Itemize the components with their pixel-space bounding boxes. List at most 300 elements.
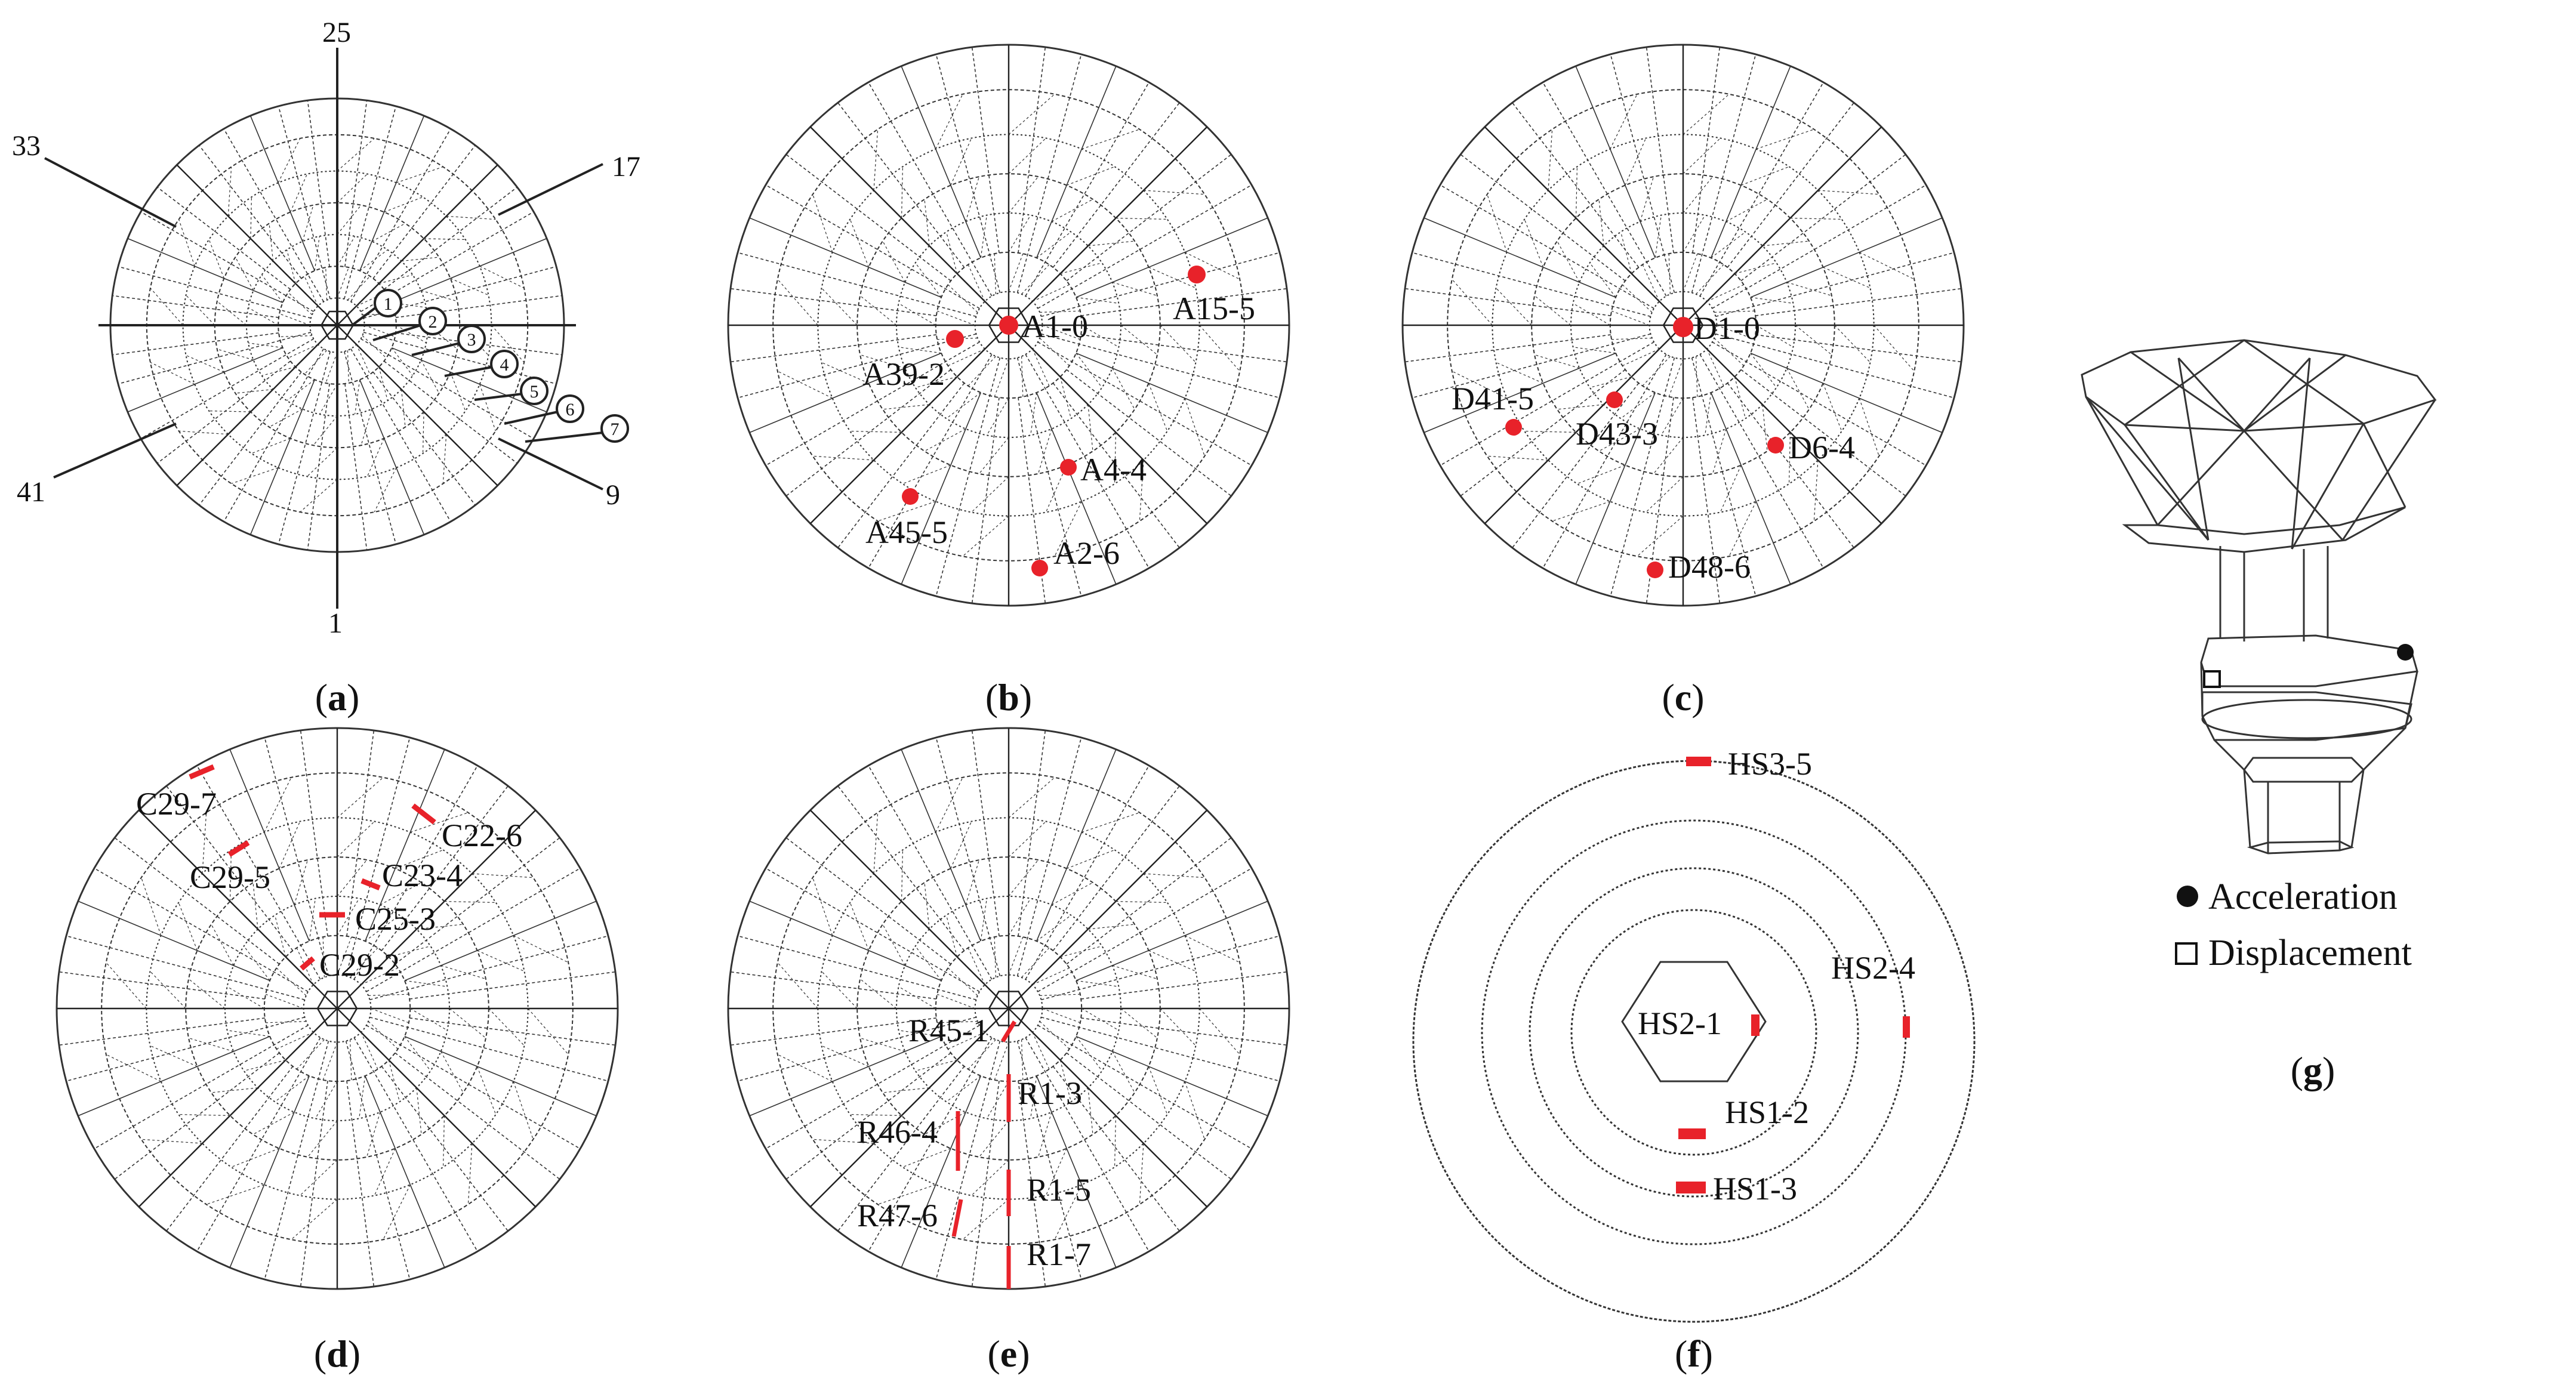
dome-diagonal-brace: [186, 295, 215, 325]
member-C29-5: [229, 843, 248, 855]
dome-diagonal-brace: [1200, 325, 1240, 371]
dome-diagonal-brace: [315, 1081, 337, 1118]
base-right: [2352, 770, 2364, 847]
dome-diagonal-brace: [1113, 368, 1135, 409]
dome-radial-member: [1405, 289, 1611, 316]
dome-diagonal-brace: [290, 174, 307, 212]
dome-diagonal-brace: [189, 979, 225, 1008]
dome-diagonal-brace: [813, 456, 874, 460]
callout-number-4: 4: [500, 355, 509, 375]
base-bottom: [2250, 841, 2352, 853]
dome-diagonal-brace: [1705, 393, 1711, 435]
caption-d: (d): [313, 1333, 361, 1375]
dome-main-rib: [1009, 325, 1207, 523]
dome-diagonal-brace: [987, 1081, 1009, 1118]
dome-diagonal-brace: [981, 899, 987, 941]
dome-diagonal-brace: [300, 479, 337, 512]
dome-diagonal-brace: [269, 223, 273, 261]
dome-diagonal-brace: [1835, 325, 1871, 362]
dome-diagonal-brace: [1009, 822, 1046, 858]
dome-radial-member: [972, 1081, 999, 1287]
dome-diagonal-brace: [925, 199, 929, 246]
dome-diagonal-brace: [1713, 429, 1726, 474]
dome-diagonal-brace: [994, 937, 996, 977]
member-label-C29-2: C29-2: [319, 947, 400, 983]
dome-radial-member: [1727, 103, 1854, 267]
dome-diagonal-brace: [264, 778, 291, 832]
dome-diagonal-brace: [1033, 1032, 1049, 1069]
callout-number-6: 6: [565, 400, 575, 420]
dome-diagonal-brace: [972, 477, 1009, 513]
dome-diagonal-brace: [444, 902, 495, 903]
dome-main-rib: [1485, 127, 1683, 325]
dome-diagonal-brace: [513, 1081, 533, 1139]
dome-diagonal-brace: [822, 1045, 869, 1066]
axis-number-25: 25: [322, 17, 351, 48]
dome-diagonal-brace: [1088, 405, 1093, 451]
member-label-R1-5: R1-5: [1027, 1172, 1091, 1208]
dome-diagonal-brace: [1113, 1051, 1135, 1093]
dome-main-rib: [337, 1008, 535, 1207]
dome-diagonal-brace: [1683, 138, 1720, 174]
dome-radial-member: [731, 1018, 936, 1045]
dome-diagonal-brace: [860, 295, 896, 325]
dome-diagonal-brace: [1115, 1115, 1116, 1167]
dome-diagonal-brace: [401, 389, 405, 427]
dome-main-rib: [139, 810, 337, 1008]
dome-diagonal-brace: [813, 195, 833, 252]
dome-radial-member: [1712, 185, 1926, 309]
dome-diagonal-brace: [423, 412, 424, 454]
dome-diagonal-brace: [106, 963, 147, 1008]
dome-diagonal-brace: [1622, 349, 1659, 366]
dome-diagonal-brace: [1524, 431, 1576, 433]
dome-diagonal-brace: [822, 288, 858, 325]
point-label-A39-2: A39-2: [862, 356, 945, 392]
dome-diagonal-brace: [1088, 241, 1135, 246]
dome-diagonal-brace: [383, 1185, 410, 1239]
dome-radial-member: [141, 212, 314, 311]
dome-diagonal-brace: [1683, 215, 1705, 252]
dome-diagonal-brace: [1818, 190, 1879, 195]
dome-diagonal-brace: [883, 241, 905, 282]
caption-c: (c): [1662, 676, 1705, 718]
dome-diagonal-brace: [987, 398, 1009, 435]
dome-diagonal-brace: [963, 1199, 1009, 1240]
dome-radial-member: [868, 82, 992, 296]
dome-diagonal-brace: [211, 924, 233, 966]
dome-diagonal-brace: [1548, 129, 1552, 190]
dome-diagonal-brace: [1576, 166, 1577, 218]
axis-number-17: 17: [612, 151, 640, 183]
dome-radial-member: [1647, 47, 1674, 253]
dome-diagonal-brace: [374, 1148, 395, 1195]
dome-diagonal-brace: [396, 167, 443, 183]
dome-diagonal-brace: [178, 1115, 230, 1116]
dome-diagonal-brace: [441, 1051, 463, 1093]
dome-diagonal-brace: [359, 1076, 365, 1118]
dome-diagonal-brace: [1081, 129, 1139, 149]
callout-number-2: 2: [428, 312, 437, 332]
dome-diagonal-brace: [248, 343, 283, 348]
dome-radial-member: [345, 100, 367, 267]
dome-diagonal-brace: [948, 349, 985, 366]
dome-diagonal-brace: [1655, 215, 1661, 258]
dome-main-rib: [811, 810, 1009, 1008]
dome-diagonal-brace: [326, 353, 337, 383]
dome-diagonal-brace: [489, 1008, 525, 1045]
dome-diagonal-brace: [253, 1112, 294, 1134]
dome-diagonal-brace: [1052, 199, 1093, 221]
dome-diagonal-brace: [994, 359, 1009, 396]
dome-diagonal-brace: [1643, 264, 1659, 301]
point-marker-D41-5: [1505, 419, 1522, 436]
dome-diagonal-brace: [979, 437, 1009, 474]
dome-radial-member: [1543, 82, 1666, 296]
dome-diagonal-brace: [355, 380, 360, 414]
panel-b: [728, 45, 1289, 718]
dome-radial-member: [115, 838, 279, 964]
legend-displacement-symbol: [2176, 943, 2196, 964]
dome-diagonal-brace: [337, 205, 361, 235]
dome-diagonal-brace: [936, 94, 963, 149]
dome-diagonal-brace: [251, 197, 252, 239]
dome-diagonal-brace: [1756, 129, 1814, 149]
dome-diagonal-brace: [227, 986, 264, 1008]
point-label-D43-3: D43-3: [1576, 416, 1658, 452]
dome-diagonal-brace: [1573, 303, 1610, 325]
dome-diagonal-brace: [315, 236, 319, 271]
dome-diagonal-brace: [968, 948, 985, 985]
roof-edge-left: [2086, 397, 2158, 525]
dome-diagonal-brace: [1040, 994, 1080, 995]
dome-radial-member: [115, 1053, 279, 1179]
dome-radial-member: [141, 339, 314, 439]
member-C23-4: [362, 881, 380, 888]
dome-diagonal-brace: [1823, 267, 1870, 288]
dome-diagonal-brace: [1139, 1143, 1144, 1204]
point-label-A4-4: A4-4: [1080, 452, 1147, 488]
callout-number-1: 1: [383, 294, 393, 314]
dome-diagonal-brace: [368, 994, 409, 995]
dome-radial-member: [167, 1066, 293, 1231]
point-label-A1-0: A1-0: [1022, 309, 1088, 344]
dome-radial-member: [1038, 868, 1252, 992]
dome-diagonal-brace: [1022, 356, 1023, 397]
dome-diagonal-brace: [347, 350, 349, 383]
dome-diagonal-brace: [994, 1042, 1009, 1080]
member-label-R47-6: R47-6: [857, 1198, 938, 1233]
dome-diagonal-brace: [468, 1143, 472, 1204]
dome-diagonal-brace: [141, 878, 161, 936]
dome-diagonal-brace: [966, 177, 979, 221]
dome-diagonal-brace: [778, 963, 818, 1008]
dome-radial-member: [1067, 1053, 1231, 1179]
dome-diagonal-brace: [227, 1031, 270, 1037]
dome-diagonal-brace: [1762, 241, 1809, 246]
dome-diagonal-brace: [421, 360, 439, 393]
dome-diagonal-brace: [294, 860, 307, 905]
dome-radial-member: [1067, 838, 1231, 964]
dome-radial-member: [972, 730, 999, 936]
legend-acceleration-symbol: [2177, 886, 2198, 907]
point-marker-A4-4: [1060, 459, 1077, 476]
dome-main-rib: [1683, 325, 1881, 523]
dome-radial-member: [1018, 47, 1045, 253]
dome-radial-member: [731, 972, 936, 999]
member-label-HS2-4: HS2-4: [1831, 950, 1916, 986]
point-marker-D43-3: [1606, 391, 1623, 408]
dome-diagonal-brace: [1144, 874, 1204, 878]
drum-ring: [2202, 700, 2411, 738]
dome-diagonal-brace: [860, 979, 896, 1008]
point-label-D1-0: D1-0: [1694, 310, 1760, 346]
caption-e: (e): [987, 1333, 1030, 1375]
dome-diagonal-brace: [1116, 902, 1167, 903]
dome-diagonal-brace: [1720, 465, 1741, 512]
dome-diagonal-brace: [1088, 924, 1135, 929]
dome-diagonal-brace: [1683, 254, 1697, 291]
dome-diagonal-brace: [883, 1088, 929, 1093]
dome-diagonal-brace: [874, 129, 878, 190]
dome-diagonal-brace: [248, 307, 278, 325]
dome-diagonal-brace: [1009, 94, 1055, 135]
dome-diagonal-brace: [925, 429, 966, 451]
dome-diagonal-brace: [326, 267, 327, 300]
dome-diagonal-brace: [1009, 177, 1039, 213]
dome-radial-member: [766, 185, 979, 309]
dome-radial-member: [347, 1081, 374, 1287]
dome-diagonal-brace: [968, 264, 985, 301]
dome-radial-member: [112, 295, 279, 317]
dome-radial-member: [224, 348, 323, 522]
dome-radial-member: [1053, 786, 1179, 951]
axis-line-41: [54, 424, 176, 477]
dome-diagonal-brace: [372, 223, 405, 241]
dome-diagonal-brace: [981, 215, 987, 258]
member-label-R1-7: R1-7: [1027, 1236, 1091, 1272]
legend-displacement-label: Displacement: [2208, 933, 2412, 973]
dome-diagonal-brace: [1661, 398, 1683, 435]
dome-diagonal-brace: [337, 138, 374, 171]
dome-main-rib: [139, 1008, 337, 1207]
point-marker-A15-5: [1188, 266, 1206, 283]
point-label-A15-5: A15-5: [1173, 291, 1255, 326]
member-label-HS2-1: HS2-1: [1638, 1006, 1723, 1041]
dome-diagonal-brace: [1646, 477, 1683, 513]
dome-diagonal-brace: [150, 971, 186, 1008]
dome-diagonal-brace: [1160, 1008, 1196, 1045]
dome-diagonal-brace: [179, 220, 195, 266]
dome-diagonal-brace: [1116, 218, 1167, 220]
point-label-A2-6: A2-6: [1053, 535, 1120, 571]
dome-diagonal-brace: [1033, 285, 1070, 301]
legend-acceleration-label: Acceleration: [2208, 877, 2398, 917]
dome-diagonal-brace: [446, 216, 496, 219]
roof-brace-4: [2244, 355, 2346, 431]
dome-diagonal-brace: [441, 966, 486, 979]
dome-diagonal-brace: [371, 1008, 408, 1023]
dome-radial-member: [1741, 155, 1906, 281]
dome-radial-member: [1081, 1018, 1287, 1045]
dome-diagonal-brace: [1121, 325, 1157, 355]
caption-b: (b): [985, 676, 1033, 718]
dome-radial-member: [1025, 766, 1149, 979]
dome-main-rib: [337, 165, 498, 325]
dome-diagonal-brace: [899, 347, 941, 353]
dome-diagonal-brace: [860, 1038, 905, 1051]
dome-diagonal-brace: [367, 439, 384, 477]
axis-number-9: 9: [606, 479, 620, 511]
dome-diagonal-brace: [1185, 936, 1240, 963]
dome-radial-member: [972, 397, 999, 603]
dome-diagonal-brace: [1496, 362, 1543, 383]
dome-diagonal-brace: [1052, 883, 1093, 905]
dome-radial-member: [1543, 354, 1666, 568]
dome-radial-member: [366, 1025, 580, 1149]
dome-diagonal-brace: [1039, 429, 1052, 474]
dome-diagonal-brace: [1557, 241, 1579, 282]
point-marker-D48-6: [1647, 562, 1663, 578]
dome-diagonal-brace: [1640, 177, 1653, 221]
axis-line-33: [45, 158, 176, 227]
dome-diagonal-brace: [367, 1112, 380, 1157]
caption-a: (a): [315, 676, 360, 718]
dome-radial-member: [409, 1018, 615, 1045]
roof-edge-right: [2343, 400, 2435, 540]
member-HS1-2: [1678, 1128, 1706, 1139]
dome-main-rib: [177, 165, 337, 325]
dome-diagonal-brace: [337, 822, 374, 858]
dome-diagonal-brace: [1039, 1112, 1052, 1157]
dome-radial-member: [301, 1081, 328, 1287]
tower-wireframe: [2082, 340, 2435, 853]
dome-main-rib: [1683, 127, 1881, 325]
dome-diagonal-brace: [874, 813, 878, 874]
dome-diagonal-brace: [217, 349, 254, 360]
dome-diagonal-brace: [966, 860, 979, 905]
panel-f: [1413, 746, 1974, 1375]
dome-radial-member: [1053, 103, 1179, 267]
member-label-R1-3: R1-3: [1018, 1075, 1082, 1111]
dome-diagonal-brace: [350, 1040, 352, 1080]
dome-radial-member: [307, 384, 329, 550]
dome-radial-member: [786, 838, 951, 964]
dome-diagonal-brace: [179, 431, 229, 434]
dome-diagonal-brace: [1625, 138, 1646, 186]
dome-diagonal-brace: [449, 1008, 486, 1038]
dome-radial-member: [224, 129, 323, 302]
dome-radial-member: [1067, 155, 1231, 281]
dome-diagonal-brace: [1573, 347, 1616, 353]
dome-diagonal-brace: [1669, 254, 1670, 294]
dome-diagonal-brace: [1160, 325, 1196, 362]
dome-diagonal-brace: [972, 1160, 1009, 1196]
dome-diagonal-brace: [822, 971, 858, 1008]
callout-leader-2: [373, 325, 421, 340]
dome-diagonal-brace: [266, 994, 303, 1008]
dome-radial-member: [409, 972, 615, 999]
dome-diagonal-brace: [1144, 190, 1204, 195]
dome-diagonal-brace: [1611, 338, 1652, 340]
panel-a: [12, 17, 640, 718]
dome-diagonal-brace: [1076, 980, 1118, 986]
dome-main-rib: [177, 325, 337, 486]
dome-diagonal-brace: [337, 778, 383, 818]
dome-radial-member: [1755, 289, 1961, 316]
dome-diagonal-brace: [899, 303, 936, 325]
dome-radial-member: [1700, 82, 1823, 296]
dome-diagonal-brace: [883, 924, 905, 966]
dome-diagonal-brace: [1009, 215, 1031, 252]
dome-diagonal-brace: [1042, 1008, 1080, 1023]
dome-radial-member: [1440, 185, 1654, 309]
dome-radial-member: [351, 129, 451, 302]
dome-diagonal-brace: [323, 1042, 337, 1080]
axis-number-1: 1: [328, 607, 343, 639]
dome-diagonal-brace: [1874, 325, 1915, 371]
dome-diagonal-brace: [235, 389, 273, 393]
dome-diagonal-brace: [209, 411, 251, 412]
dome-diagonal-brace: [1033, 968, 1070, 985]
acceleration-sensor-marker: [2397, 644, 2414, 661]
dome-diagonal-brace: [291, 1199, 337, 1240]
dome-diagonal-brace: [150, 288, 183, 325]
point-marker-A45-5: [902, 488, 919, 505]
base-left: [2244, 770, 2250, 847]
dome-diagonal-brace: [307, 448, 337, 476]
dome-diagonal-brace: [925, 883, 929, 929]
dome-diagonal-brace: [1611, 311, 1649, 325]
dome-radial-member: [1018, 730, 1045, 936]
dome-diagonal-brace: [228, 167, 231, 217]
dome-diagonal-brace: [1121, 1008, 1157, 1038]
dome-radial-member: [786, 155, 951, 281]
dome-diagonal-brace: [994, 254, 996, 294]
dome-diagonal-brace: [424, 239, 466, 240]
point-marker-D6-4: [1767, 437, 1784, 454]
dome-radial-member: [1081, 335, 1287, 362]
member-label-HS3-5: HS3-5: [1728, 746, 1813, 782]
dome-diagonal-brace: [1534, 355, 1579, 368]
dome-diagonal-brace: [1669, 359, 1683, 396]
dome-diagonal-brace: [850, 431, 901, 433]
dome-diagonal-brace: [443, 1115, 445, 1167]
dome-diagonal-brace: [1113, 966, 1157, 979]
dome-diagonal-brace: [1185, 1081, 1204, 1139]
dome-diagonal-brace: [951, 822, 972, 869]
callout-leader-3: [412, 343, 460, 355]
dome-diagonal-brace: [307, 1121, 337, 1157]
callout-leader-6: [504, 412, 558, 424]
dome-main-rib: [1009, 810, 1207, 1008]
dome-diagonal-brace: [1009, 899, 1031, 936]
dome-diagonal-brace: [300, 1160, 337, 1196]
dome-diagonal-brace: [883, 405, 929, 409]
dome-diagonal-brace: [1751, 297, 1793, 303]
drum-side-left: [2201, 662, 2202, 716]
member-HS3-5: [1686, 757, 1711, 766]
dome-diagonal-brace: [401, 257, 439, 261]
roof-brace-1: [2131, 352, 2244, 431]
outer-ring: [1413, 761, 1974, 1322]
dome-diagonal-brace: [1814, 460, 1818, 521]
point-marker-D1-0: [1673, 317, 1693, 337]
dome-diagonal-brace: [1033, 349, 1049, 386]
dome-diagonal-brace: [232, 468, 278, 484]
axis-number-41: 41: [17, 476, 45, 508]
dome-diagonal-brace: [421, 291, 457, 301]
